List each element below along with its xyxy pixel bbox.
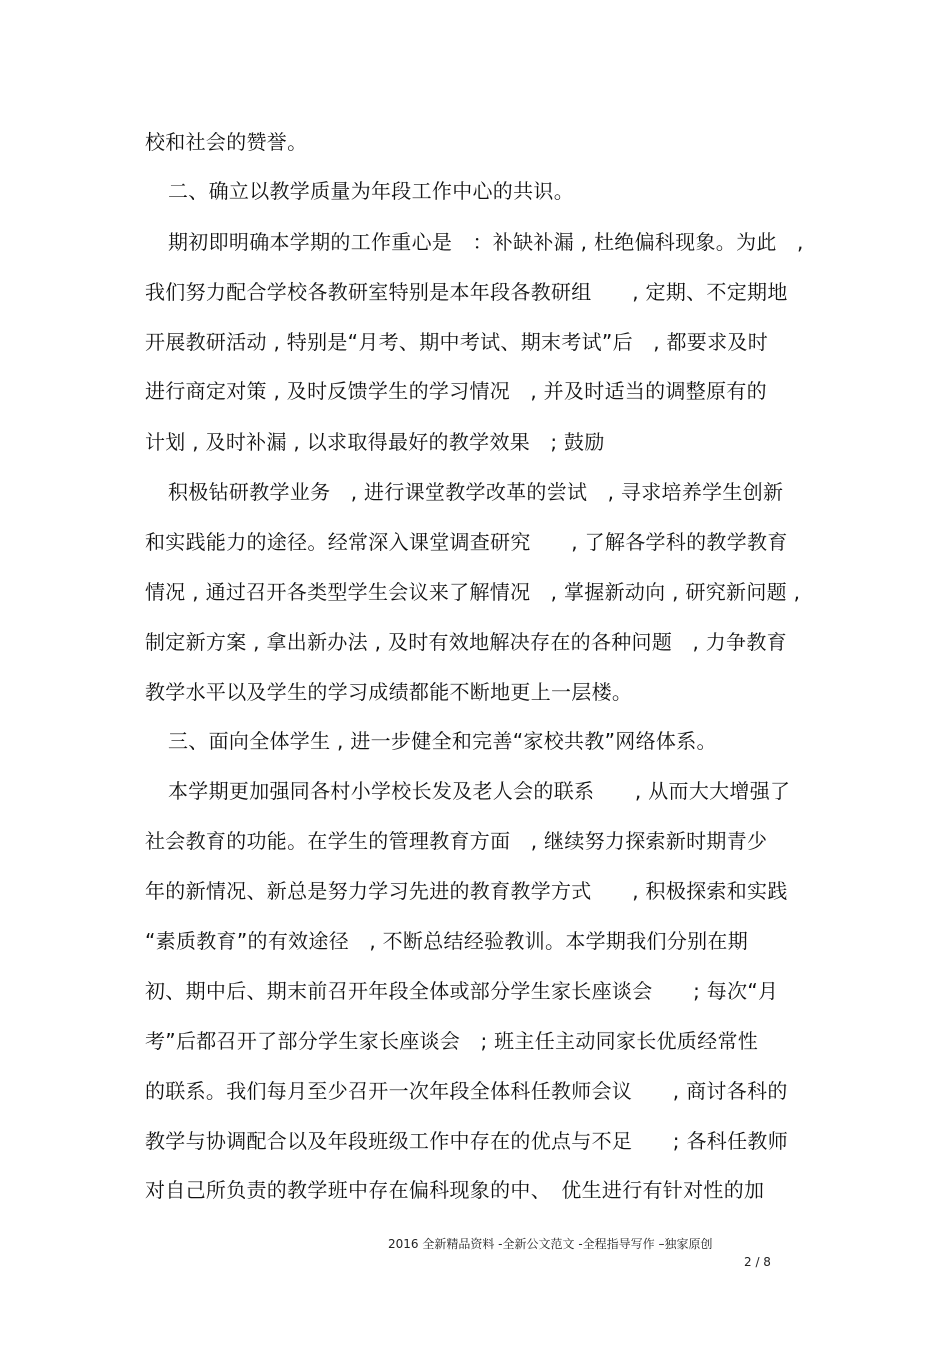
section-heading: 二、确立以教学质量为年段工作中心的共识。 [168, 179, 574, 203]
text-line: 社会教育的功能。在学生的管理教育方面 , 继续努力探索新时期青少 [145, 829, 768, 853]
section-heading: 三、面向全体学生 , 进一步健全和完善“家校共教”网络体系。 [168, 729, 717, 753]
text-line: 开展教研活动 , 特别是“月考、期中考试、期末考试”后 , 都要求及时 [145, 330, 769, 354]
text-line: 教学与协调配合以及年段班级工作中存在的优点与不足 ; 各科任教师 [145, 1129, 788, 1153]
text-line: 本学期更加强同各村小学校长发及老人会的联系 , 从而大大增强了 [168, 779, 791, 803]
text-line: 考”后都召开了部分学生家长座谈会 ; 班主任主动同家长优质经常性 [145, 1029, 759, 1053]
text-line: 计划 , 及时补漏 , 以求取得最好的教学效果 ; 鼓励 [145, 430, 605, 454]
text-line: 对自己所负责的教学班中存在偏科现象的中、 优生进行有针对性的加 [145, 1178, 765, 1202]
text-line: 期初即明确本学期的工作重心是 ：补缺补漏 , 杜绝偏科现象。为此 , [168, 230, 804, 254]
text-line: 进行商定对策 , 及时反馈学生的学习情况 , 并及时适当的调整原有的 [145, 379, 767, 403]
text-line: 年的新情况、新总是努力学习先进的教育教学方式 , 积极探索和实践 [145, 879, 788, 903]
text-line: 校和社会的赞誉。 [145, 130, 308, 154]
text-line: 我们努力配合学校各教研室特别是本年段各教研组 , 定期、不定期地 [145, 280, 788, 304]
text-line: 初、期中后、期末前召开年段全体或部分学生家长座谈会 ; 每次“月 [145, 979, 779, 1003]
text-line: 制定新方案 , 拿出新办法 , 及时有效地解决存在的各种问题 , 力争教育 [145, 630, 787, 654]
text-line: “素质教育”的有效途径 , 不断总结经验教训。本学期我们分别在期 [145, 929, 749, 953]
footer-slogan: 2016 全新精品资料 -全新公文范文 -全程指导写作 –独家原创 [388, 1237, 713, 1251]
text-line: 积极钻研教学业务 , 进行课堂教学改革的尝试 , 寻求培养学生创新 [168, 480, 784, 504]
page-number: 2 / 8 [744, 1255, 771, 1269]
text-line: 情况 , 通过召开各类型学生会议来了解情况 , 掌握新动向 , 研究新问题 , [145, 580, 801, 604]
text-line: 和实践能力的途径。经常深入课堂调查研究 , 了解各学科的教学教育 [145, 530, 788, 554]
text-line: 的联系。我们每月至少召开一次年段全体科任教师会议 , 商讨各科的 [145, 1079, 788, 1103]
text-line: 教学水平以及学生的学习成绩都能不断地更上一层楼。 [145, 680, 633, 704]
